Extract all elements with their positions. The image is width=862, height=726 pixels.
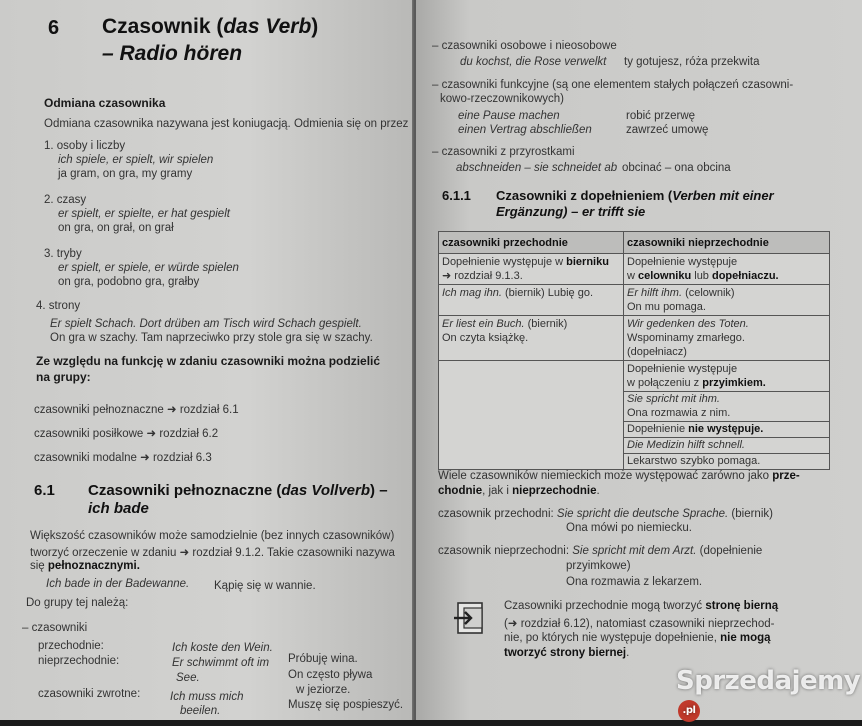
table-header-intransitive: czasowniki nieprzechodnie bbox=[624, 232, 830, 254]
sec61-p3: się pełnoznacznymi. bbox=[30, 560, 140, 572]
sec61-p2: tworzyć orzeczenie w zdaniu ➜ rozdział 9.1.2. Takie czasowniki nazywa bbox=[30, 547, 395, 559]
dash-item: – czasowniki bbox=[22, 622, 88, 634]
r-item-4-pl: zawrzeć umowę bbox=[626, 124, 709, 136]
r-ex1: czasownik przechodni: Sie spricht die deutsche Sprache. (biernik) bbox=[438, 508, 773, 520]
row-2-pl: On często pływa bbox=[288, 669, 373, 681]
r-item-1-de: du kochst, die Rose verwelkt bbox=[460, 56, 607, 68]
tip-line1: Czasowniki przechodnie mogą tworzyć stronę bierną bbox=[504, 600, 779, 612]
tip-line4: tworzyć strony biernej. bbox=[504, 647, 630, 659]
r-item-1-pl: ty gotujesz, róża przekwita bbox=[624, 56, 760, 68]
item-1-label: 1. osoby i liczby bbox=[44, 140, 126, 152]
row-1-pl: Próbuję wina. bbox=[288, 653, 358, 665]
table-cell: Dopełnienie występuje w połączeniu z przyimkiem. Sie spricht mit ihm. Ona rozmawia z nim. Dopełnienie nie występuje. Die Medizin hilft schnell. Lekarstwo szybko pomaga. bbox=[624, 361, 830, 470]
row-2-de: Er schwimmt oft im bbox=[172, 657, 270, 669]
subsection-title-line2: Ergänzung) – er trifft sie bbox=[496, 204, 646, 219]
group-3: czasowniki modalne ➜ rozdział 6.3 bbox=[34, 452, 212, 464]
left-page bbox=[0, 0, 412, 720]
r-p1-line1: Wiele czasowników niemieckich może występować zarówno jako prze- bbox=[438, 470, 800, 482]
r-item-5-pl: obcinać – ona obcina bbox=[622, 162, 731, 174]
table-row bbox=[439, 361, 830, 470]
r-ex2-note2: przyimkowe) bbox=[566, 560, 631, 572]
r-ex1-pl: Ona mówi po niemiecku. bbox=[566, 522, 692, 534]
row-4-label: czasowniki zwrotne: bbox=[38, 688, 141, 700]
table-header-row bbox=[439, 232, 830, 254]
odmiana-heading: Odmiana czasownika bbox=[44, 96, 166, 110]
groups-heading-1: Ze względu na funkcję w zdaniu czasowniki można podzielić bbox=[36, 354, 381, 368]
chapter-title-line1: Czasownik (das Verb) bbox=[102, 15, 319, 38]
item-4-de: Er spielt Schach. Dort drüben am Tisch wird Schach gespielt. bbox=[50, 318, 362, 330]
row-3-de: See. bbox=[176, 672, 200, 684]
subsection-number: 6.1.1 bbox=[442, 188, 471, 203]
group-1: czasowniki pełnoznaczne ➜ rozdział 6.1 bbox=[34, 404, 239, 416]
chapter-title-line2: – Radio hören bbox=[102, 42, 243, 65]
item-2-pl: on gra, on grał, on grał bbox=[58, 222, 174, 234]
subsection-title-line1: Czasowniki z dopełnieniem (Verben mit einer bbox=[496, 188, 774, 203]
r-item-3-de: eine Pause machen bbox=[458, 110, 560, 122]
item-3-pl: on gra, podobno gra, grałby bbox=[58, 276, 200, 288]
section-6-1-number: 6.1 bbox=[34, 482, 55, 499]
row-1-label: przechodnie: bbox=[38, 640, 104, 652]
item-1-de: ich spiele, er spielt, wir spielen bbox=[58, 154, 214, 166]
chapter-number: 6 bbox=[48, 17, 60, 39]
watermark-logo: Sprzedajemy.pl bbox=[676, 666, 862, 726]
item-3-de: er spielt, er spiele, er würde spielen bbox=[58, 262, 239, 274]
table-cell: Wir gedenken des Toten. Wspominamy zmarłego. (dopełniacz) bbox=[624, 316, 830, 361]
row-4-de: Ich muss mich bbox=[170, 691, 244, 703]
table-row bbox=[439, 316, 830, 361]
row-2-label: nieprzechodnie: bbox=[38, 655, 120, 667]
row-4-pl: Muszę się pospieszyć. bbox=[288, 699, 404, 711]
right-page bbox=[416, 0, 862, 720]
r-p1-line2: chodnie, jak i nieprzechodnie. bbox=[438, 485, 600, 497]
table-row bbox=[439, 285, 830, 316]
item-4-label: 4. strony bbox=[36, 300, 81, 312]
item-3-label: 3. tryby bbox=[44, 248, 82, 260]
example-pl: Kąpię się w wannie. bbox=[214, 580, 316, 592]
row-3-pl: w jeziorze. bbox=[296, 684, 351, 696]
r-ex2: czasownik nieprzechodni: Sie spricht mit dem Arzt. (dopełnienie bbox=[438, 545, 763, 557]
r-item-5-head: – czasowniki z przyrostkami bbox=[432, 146, 575, 158]
table-cell: Dopełnienie występuje w celowniku lub dopełniaczu. bbox=[624, 254, 830, 285]
tip-line3: nie, po których nie występuje dopełnienie, nie mogą bbox=[504, 632, 771, 644]
table-cell-empty bbox=[439, 361, 624, 470]
r-item-2-head: – czasowniki funkcyjne (są one elementem stałych połączeń czasowni- bbox=[432, 79, 794, 91]
table-header-transitive: czasowniki przechodnie bbox=[439, 232, 624, 254]
r-ex2-pl: Ona rozmawia z lekarzem. bbox=[566, 576, 703, 588]
table-row bbox=[439, 254, 830, 285]
item-1-pl: ja gram, on gra, my gramy bbox=[58, 168, 193, 180]
table-cell: Er liest ein Buch. (biernik) On czyta książkę. bbox=[439, 316, 624, 361]
tip-line2: (➜ rozdział 6.12), natomiast czasowniki nieprzechod- bbox=[504, 618, 775, 630]
r-item-3-pl: robić przerwę bbox=[626, 110, 696, 122]
table-cell: Dopełnienie występuje w bierniku ➜ rozdział 9.1.3. bbox=[439, 254, 624, 285]
r-item-5-de: abschneiden – sie schneidet ab bbox=[456, 162, 618, 174]
item-4-pl: On gra w szachy. Tam naprzeciwko przy stole gra się w szachy. bbox=[50, 332, 373, 344]
item-2-de: er spielt, er spielte, er hat gespielt bbox=[58, 208, 230, 220]
section-6-1-title-line2: ich bade bbox=[88, 500, 149, 517]
verb-table bbox=[438, 231, 830, 470]
group-2: czasowniki posiłkowe ➜ rozdział 6.2 bbox=[34, 428, 219, 440]
r-item-4-de: einen Vertrag abschließen bbox=[458, 124, 592, 136]
row-5-de: beeilen. bbox=[180, 705, 221, 717]
odmiana-text: Odmiana czasownika nazywana jest koniugacją. Odmienia się on przez bbox=[44, 118, 409, 130]
groups-heading-2: na grupy: bbox=[36, 370, 91, 384]
exit-arrow-icon bbox=[452, 600, 488, 636]
do-grupy: Do grupy tej należą: bbox=[26, 597, 129, 609]
section-6-1-title-line1: Czasowniki pełnoznaczne (das Vollverb) – bbox=[88, 482, 388, 499]
r-item-2-head2: kowo-rzeczownikowych) bbox=[440, 93, 564, 105]
sec61-p1: Większość czasowników może samodzielnie (bez innych czasowników) bbox=[30, 530, 395, 542]
row-1-de: Ich koste den Wein. bbox=[172, 642, 273, 654]
table-cell: Er hilft ihm. (celownik) On mu pomaga. bbox=[624, 285, 830, 316]
r-item-1-head: – czasowniki osobowe i nieosobowe bbox=[432, 40, 617, 52]
example-de: Ich bade in der Badewanne. bbox=[46, 578, 190, 590]
table-cell: Ich mag ihn. (biernik) Lubię go. bbox=[439, 285, 624, 316]
item-2-label: 2. czasy bbox=[44, 194, 87, 206]
